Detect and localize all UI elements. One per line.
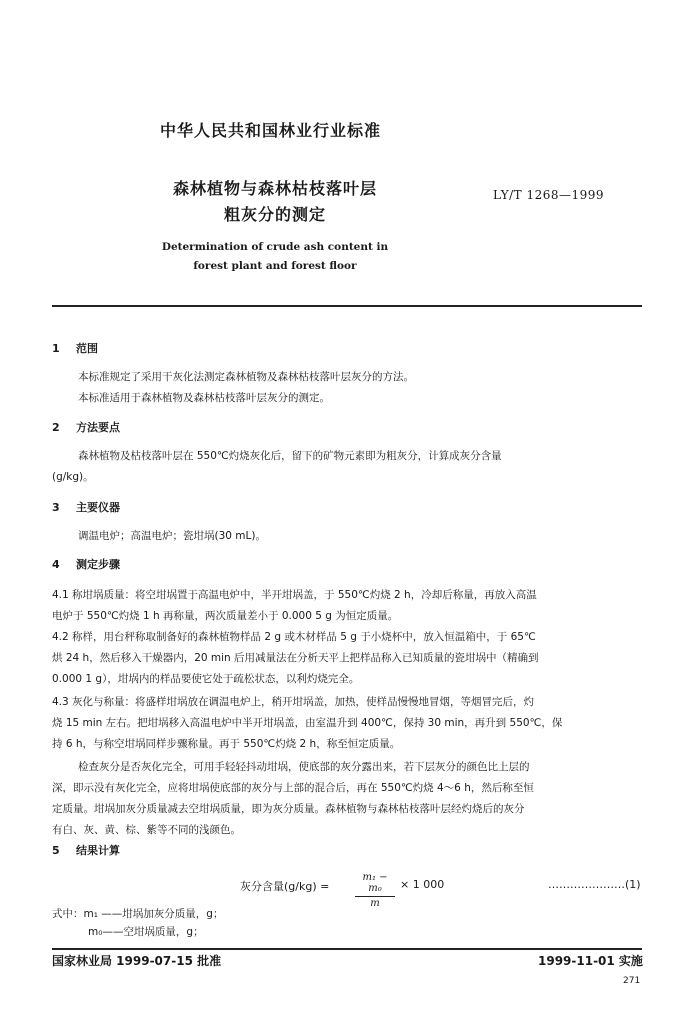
fraction-bar: [355, 896, 395, 897]
paragraph: 森林植物及枯枝落叶层在 550℃灼烧灰化后，留下的矿物元素即为粗灰分，计算成灰分含量: [78, 450, 502, 462]
formula-lhs: 灰分含量(g/kg) =: [240, 880, 330, 893]
formula-where-line: m₀——空坩埚质量，g；: [88, 926, 204, 938]
title-cn-line2: 粗灰分的测定: [223, 205, 326, 224]
section-number: 4: [52, 558, 60, 571]
section-title: 结果计算: [76, 844, 120, 857]
paragraph: 烘 24 h，然后移入干燥器内，20 min 后用减量法在分析天平上把样品称入已知质量的瓷坩埚中（精确到: [52, 652, 539, 664]
formula-fraction: [355, 872, 395, 909]
section-1-heading: [52, 340, 98, 356]
paragraph: (g/kg)。: [52, 471, 94, 483]
section-number: 5: [52, 844, 60, 857]
formula-where-line: 式中：m₁ ——坩埚加灰分质量，g；: [52, 908, 224, 920]
approval-date: 国家林业局 1999-07-15 批准: [52, 954, 222, 968]
paragraph: 4.3 灰化与称量：将盛样坩埚放在调温电炉上，稍开坩埚盖，加热，使样品慢慢地冒烟，等烟冒完后，灼: [52, 696, 535, 708]
page-number: 271: [623, 976, 641, 986]
standard-number: LY/T 1268—1999: [493, 188, 605, 202]
section-4-heading: [52, 556, 120, 572]
standard-title-en: [150, 238, 400, 276]
section-number: 2: [52, 421, 60, 434]
paragraph: 有白、灰、黄、棕、紫等不同的浅颜色。: [52, 824, 241, 836]
title-en-line1: Determination of crude ash content in: [161, 241, 389, 253]
implementation-date: 1999-11-01 实施: [538, 954, 643, 968]
title-cn-line1: 森林植物与森林枯枝落叶层: [172, 179, 377, 198]
section-number: 3: [52, 501, 60, 514]
paragraph: 4.2 称样，用台秤称取制备好的森林植物样品 2 g 或木材样品 5 g 于小烧杯中，放入恒温箱中，于 65℃: [52, 631, 536, 643]
paragraph: 深，即示没有灰化完全，应将坩埚使底部的灰分与上部的混合后，再在 550℃灼烧 4～6 h，然后称至恒: [52, 782, 534, 794]
section-3-heading: [52, 499, 120, 515]
standard-title-cn: [150, 176, 400, 228]
paragraph: 4.1 称坩埚质量：将空坩埚置于高温电炉中，半开坩埚盖，于 550℃灼烧 2 h，冷却后称量，再放入高温: [52, 589, 537, 601]
formula-rhs: × 1 000: [400, 878, 445, 891]
section-2-heading: [52, 419, 120, 435]
section-number: 1: [52, 342, 60, 355]
section-title: 主要仪器: [76, 501, 120, 514]
equation-number: …………………(1): [548, 878, 641, 891]
paragraph: 0.000 1 g），坩埚内的样品要使它处于疏松状态，以利灼烧完全。: [52, 673, 360, 685]
formula-numerator: m₁ − m₀: [362, 872, 388, 894]
section-5-heading: [52, 842, 120, 858]
paragraph: 调温电炉；高温电炉；瓷坩埚(30 mL)。: [78, 530, 266, 542]
section-title: 方法要点: [76, 421, 120, 434]
paragraph: 定质量。坩埚加灰分质量减去空坩埚质量，即为灰分质量。森林植物与森林枯枝落叶层经灼烧后的灰分: [52, 803, 525, 815]
paragraph: 本标准规定了采用干灰化法测定森林植物及森林枯枝落叶层灰分的方法。: [78, 371, 414, 383]
header-divider: [52, 305, 642, 307]
paragraph: 烧 15 min 左右。把坩埚移入高温电炉中半开坩埚盖，由室温升到 400℃，保持 30 min，再升到 550℃，保: [52, 717, 563, 729]
paragraph: 本标准适用于森林植物及森林枯枝落叶层灰分的测定。: [78, 392, 330, 404]
industry-standard-title: 中华人民共和国林业行业标准: [160, 121, 382, 140]
paragraph: 电炉于 550℃灼烧 1 h 再称量，两次质量差小于 0.000 5 g 为恒定质量。: [52, 610, 399, 622]
paragraph: 持 6 h，与称空坩埚同样步骤称量。再于 550℃灼烧 2 h，称至恒定质量。: [52, 738, 401, 750]
paragraph: 检查灰分是否灰化完全，可用手轻轻抖动坩埚，使底部的灰分露出来，若下层灰分的颜色比上层的: [78, 761, 530, 773]
formula-denominator: m: [370, 898, 380, 909]
footer-divider: [52, 948, 642, 950]
section-title: 测定步骤: [76, 558, 120, 571]
title-en-line2: forest plant and forest floor: [193, 260, 357, 272]
section-title: 范围: [76, 342, 98, 355]
